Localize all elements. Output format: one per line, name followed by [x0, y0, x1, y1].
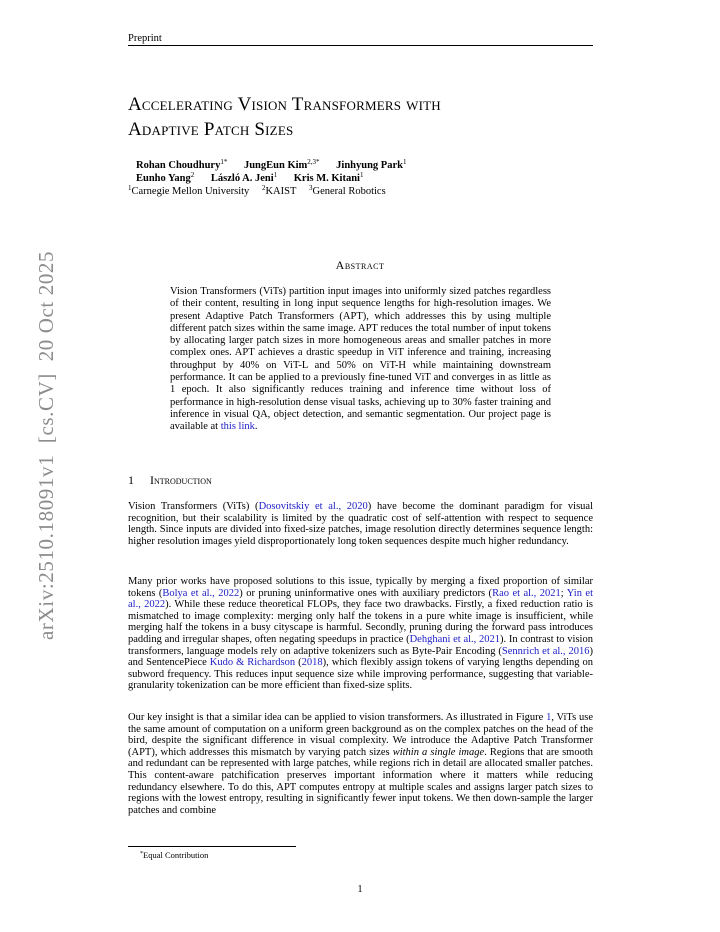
header-rule [128, 45, 593, 46]
author-name: JungEun Kim$^{2,3*}$ [243, 158, 320, 171]
title-word: Accelerating [128, 94, 233, 115]
author-name: Rohan Choudhury$^{1*}$ [136, 158, 228, 171]
citation-link[interactable]: Dosovitskiy et al., 2020 [258, 501, 368, 512]
affiliation: Carnegie Mellon University [131, 186, 250, 197]
project-page-link[interactable]: this link [220, 421, 255, 433]
running-header: Preprint [128, 33, 162, 44]
title-word: Sizes [254, 119, 294, 140]
author-name: Eunho Yang$^2$ [136, 171, 195, 184]
author-block [128, 158, 407, 198]
figure-reference-link[interactable]: 1 [546, 712, 552, 723]
section-title: Introduction [150, 473, 212, 487]
citation-link[interactable]: Kudo & Richardson [209, 657, 296, 669]
author-row-1 [136, 159, 406, 172]
title-line-1 [128, 92, 598, 117]
title-line-2 [128, 117, 598, 142]
title-word: Adaptive [128, 119, 199, 140]
author-name: László A. Jeni$^1$ [210, 171, 278, 184]
intro-paragraph-2: Many prior works have proposed solutions to this issue, typically by merging a fixed proportion of similar tokens (Bolya et al., 2022) or pruning uninformative ones with auxiliary predictors (Rao et al., 2021; Yin et al., 2022). While these reduce theoretical FLOPs, they face two drawbacks. Firstly, a fixed reduction ratio is mismatched to image complexity: merging only half the tokens in a pure white image is insufficient, while merging half the tokens in a busy cityscape is harmful. Secondly, pruning during the forward pass introduces padding and irregular shapes, often negating speedups in practice (Dehghani et al., 2021). In contrast to vision transformers, language models rely on adaptive tokenizers such as Byte-Pair Encoding (Sennrich et al., 2016) and SentencePiece Kudo & Richardson (2018), which flexibly assign tokens of varying lengths depending on subword frequency. This reduces input sequence size while improving performance, suggesting that variable-granularity tokenization can be more efficient than fixed-size splits. [128, 576, 594, 692]
author-name: Jinhyung Park$^1$ [336, 158, 407, 171]
citation-link[interactable]: Rao et al., 2021 [492, 587, 561, 599]
author-row-2 [136, 172, 406, 185]
author-name: Kris M. Kitani$^1$ [293, 171, 364, 184]
citation-link[interactable]: Yin et al., 2022 [128, 587, 593, 611]
affiliation: General Robotics [312, 186, 386, 197]
intro-paragraph-1: Vision Transformers (ViTs) (Dosovitskiy et al., 2020) have become the dominant paradigm for visual recognition, but their scalability is limited by the quadratic cost of self-attention with respect to sequence length. Since inputs are divided into fixed-size patches, image resolution directly determines sequence length: higher resolution images yield disproportionately long token sequences despite much higher redundancy. [128, 501, 593, 547]
citation-link[interactable]: Sennrich et al., 2016 [501, 645, 590, 657]
affiliations: $^1$Carnegie Mellon University $^2$KAIST $^3$General Robotics [128, 184, 386, 197]
footnote-rule [128, 846, 296, 847]
paper-title [128, 92, 598, 142]
citation-link[interactable]: 2018 [301, 657, 323, 669]
title-word: Vision [237, 94, 288, 115]
affiliation: KAIST [265, 186, 297, 197]
abstract-heading: Abstract [335, 258, 385, 272]
section-heading-introduction [128, 473, 212, 488]
title-word: Patch [203, 119, 250, 140]
abstract-text: Vision Transformers (ViTs) partition input images into uniformly sized patches regardless of their content, resulting in long input sequence lengths for high-resolution images. We present Adaptive Patch Transformers (APT), which addresses this by using multiple different patch sizes within the same image. APT reduces the total number of input tokens by allocating larger patch sizes in more homogeneous areas and smaller patches in more complex ones. APT achieves a drastic speedup in ViT inference and training, increasing throughput by 40% on ViT-L and 50% on ViT-H while maintaining downstream performance. It can be applied to a previously fine-tuned ViT and converges in as little as 1 epoch. It also significantly reduces training and inference time without loss of performance in high-resolution dense visual tasks, achieving up to 30% faster training and inference in visual QA, object detection, and semantic segmentation. Our project page is available at this link. [170, 286, 551, 433]
arxiv-identifier-stamp: arXiv:2510.18091v1 [cs.CV] 20 Oct 2025 [34, 250, 58, 640]
citation-link[interactable]: Bolya et al., 2022 [162, 587, 240, 599]
intro-paragraph-3: Our key insight is that a similar idea can be applied to vision transformers. As illustrated in Figure 1, ViTs use the same amount of computation on a uniform green background as on the complex patches on the head of the bird, despite the significant difference in visual complexity. We introduce the Adaptive Patch Transformer (APT), which addresses this mismatch by varying patch sizes within a single image. Regions that are smooth and redundant can be represented with large patches, while regions rich in detail are allocated smaller patches. This content-aware patchification preserves important information where it matters while reducing redundancy elsewhere. To do this, APT computes entropy at multiple scales and assigns larger patch sizes to regions with the lowest entropy, resulting in significantly fewer input tokens. We then down-sample the larger patches and combine [128, 712, 593, 816]
citation-link[interactable]: Dehghani et al., 2021 [409, 633, 501, 645]
footnote-equal-contribution: *Equal Contribution [140, 850, 209, 860]
title-word: Transformers with [291, 94, 441, 115]
page-number: 1 [357, 884, 363, 895]
section-number: 1 [128, 473, 134, 487]
